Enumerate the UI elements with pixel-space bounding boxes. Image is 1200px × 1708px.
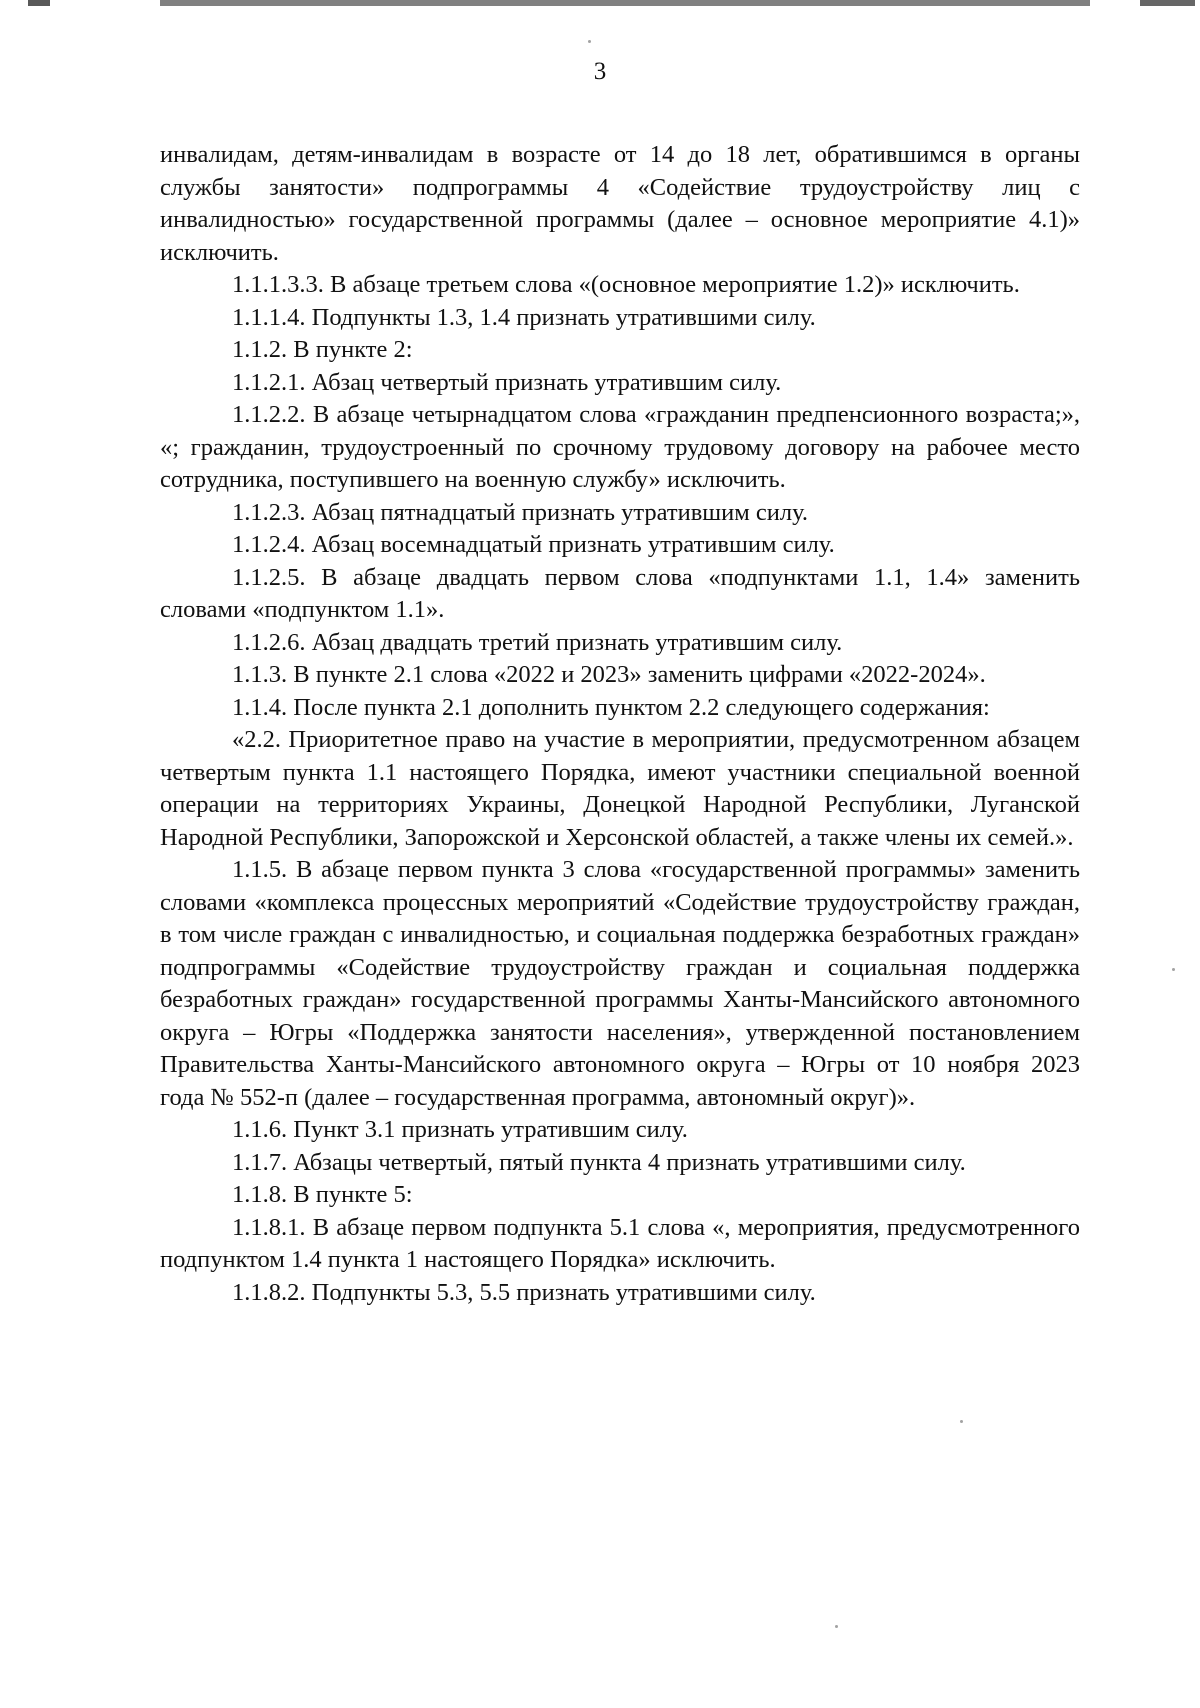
paragraph-1-1-2: 1.1.2. В пункте 2: [232,336,413,363]
paragraph-1-1-4: 1.1.4. После пункта 2.1 дополнить пунктом 2.2 следующего содержания: [232,693,990,721]
scan-top-edge-line [0,0,1200,6]
paragraph-1-1-1-4: 1.1.1.4. Подпункты 1.3, 1.4 признать утратившими силу. [232,303,816,331]
paragraph-1-1-5: 1.1.5. В абзаце первом пункта 3 слова «государственной программы» заменить словами «комплекса процессных мероприятий «Содействие трудоустройству граждан, в том числе граждан с инвалидностью, и социальная поддержка безработных граждан» подпрограммы «Содействие трудоустройству граждан и социальная поддержка безработных граждан» государственной программы Ханты-Мансийского автономного округа – Югры «Поддержка занятости населения», утвержденной постановлением Правительства Ханты-Мансийского автономного округа – Югры от 10 ноября 2023 года № 552-п (далее – государственная программа, автономный округ)». [160,856,1080,1111]
paragraph-1-1-8: 1.1.8. В пункте 5: [232,1181,413,1208]
paragraph-1-1-2-3: 1.1.2.3. Абзац пятнадцатый признать утратившим силу. [232,498,809,526]
paragraph-1-1-2-5: 1.1.2.5. В абзаце двадцать первом слова «подпунктами 1.1, 1.4» заменить словами «подпунктом 1.1». [160,563,1080,623]
paragraph-1-1-1-3-3: 1.1.1.3.3. В абзаце третьем слова «(основное мероприятие 1.2)» исключить. [232,271,1020,298]
paragraph-quoted-2-2: «2.2. Приоритетное право на участие в мероприятии, предусмотренном абзацем четвертым пункта 1.1 настоящего Порядка, имеют участники специальной военной операции на территориях Украины, Донецкой Народной Республики, Луганской Народной Республики, Запорожской и Херсонской областей, а также члены их семей.». [160,726,1080,851]
paragraph-1-1-2-1: 1.1.2.1. Абзац четвертый признать утратившим силу. [232,368,782,396]
document-body [160,139,1080,1309]
scan-speck [960,1420,963,1423]
paragraph-1-1-2-6: 1.1.2.6. Абзац двадцать третий признать утратившим силу. [232,628,843,656]
paragraph-1-1-6: 1.1.6. Пункт 3.1 признать утратившим силу. [232,1116,688,1143]
scan-speck [1172,968,1175,971]
scan-speck [835,1625,838,1628]
scan-speck [588,40,591,43]
paragraph-1-1-2-4: 1.1.2.4. Абзац восемнадцатый признать утратившим силу. [232,531,835,558]
paragraph-1-1-8-2: 1.1.8.2. Подпункты 5.3, 5.5 признать утратившими силу. [232,1278,816,1306]
paragraph-1-1-3: 1.1.3. В пункте 2.1 слова «2022 и 2023» заменить цифрами «2022-2024». [232,661,986,688]
paragraph-continuation: инвалидам, детям-инвалидам в возрасте от 14 до 18 лет, обратившимся в органы службы занятости» подпрограммы 4 «Содействие трудоустройству лиц с инвалидностью» государственной программы (далее – основное мероприятие 4.1)» исключить. [160,141,1080,266]
paragraph-1-1-2-2: 1.1.2.2. В абзаце четырнадцатом слова «гражданин предпенсионного возраста;», «; гражданин, трудоустроенный по срочному трудовому договору на рабочее место сотрудника, поступившего на военную службу» исключить. [160,401,1080,493]
paragraph-1-1-7: 1.1.7. Абзацы четвертый, пятый пункта 4 признать утратившими силу. [232,1148,966,1176]
paragraph-1-1-8-1: 1.1.8.1. В абзаце первом подпункта 5.1 слова «, мероприятия, предусмотренного подпунктом 1.4 пункта 1 настоящего Порядка» исключить. [160,1213,1080,1273]
page-number: 3 [593,58,607,85]
